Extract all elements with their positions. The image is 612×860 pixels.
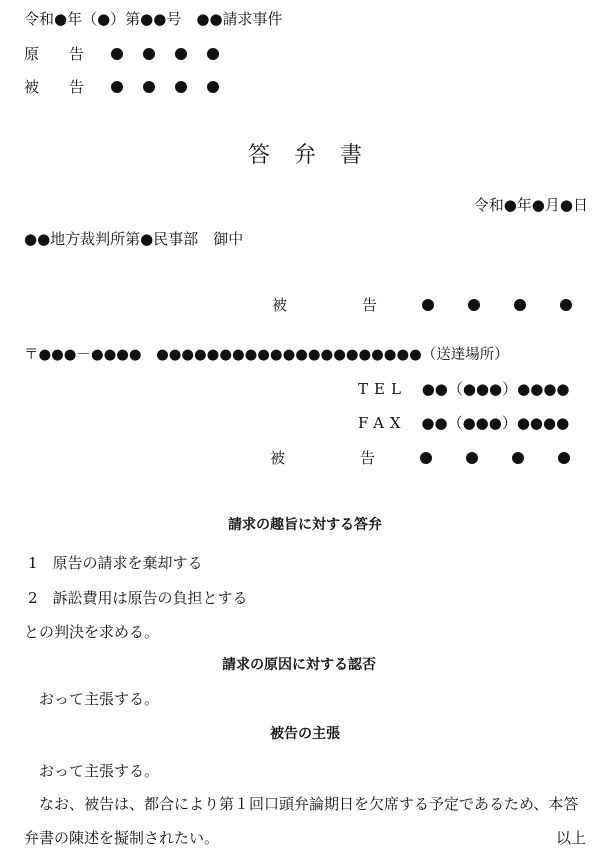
tel-line: [358, 382, 570, 397]
case-number: 令和●年（●）第●●号 ●●請求事件: [24, 10, 283, 28]
plaintiff-line: [24, 47, 239, 62]
plaintiff-name-redacted: [111, 45, 239, 63]
defendant-block-name-redacted-2: [420, 449, 604, 467]
claim-heading: 被告の主張: [270, 726, 340, 742]
end-mark: 以上: [556, 829, 587, 847]
cause-text: おって主張する。: [24, 690, 160, 708]
demand-conclusion: との判決を求める。: [24, 623, 160, 641]
claim-text-1: おって主張する。: [24, 762, 160, 780]
fax-number: ●●（●●●）●●●●: [421, 414, 570, 432]
fax-line: [358, 416, 569, 431]
tel-label: TEL: [358, 380, 407, 398]
document-title: 答弁書: [248, 143, 387, 168]
cause-heading: 請求の原因に対する認否: [222, 657, 376, 673]
demand-item-1: 1 原告の請求を棄却する: [28, 554, 203, 572]
court-address: ●●地方裁判所第●民事部 御中: [24, 230, 244, 248]
defendant-block-name-redacted: [422, 296, 606, 314]
demand-heading: 請求の趣旨に対する答弁: [228, 517, 382, 533]
defendant-block-label-2: 被 告: [270, 449, 376, 467]
defendant-name-redacted: [111, 78, 239, 96]
document-date: 令和●年●月●日: [473, 196, 588, 214]
defendant-label: 被 告: [24, 78, 85, 96]
defendant-block-line2: [270, 451, 604, 466]
claim-text-2: なお、被告は、都合により第１回口頭弁論期日を欠席する予定であるため、本答: [24, 795, 579, 813]
defendant-block-line1: [272, 298, 606, 313]
service-address: 〒●●●－●●●● ●●●●●●●●●●●●●●●●●●●●●（送達場所）: [24, 347, 509, 363]
fax-label: FAX: [358, 414, 407, 432]
plaintiff-label: 原 告: [24, 45, 85, 63]
defendant-line: [24, 80, 239, 95]
tel-number: ●●（●●●）●●●●: [421, 380, 570, 398]
demand-item-2: 2 訴訟費用は原告の負担とする: [28, 589, 248, 607]
claim-text-3: 弁書の陳述を擬制されたい。: [24, 829, 220, 847]
defendant-block-label: 被 告: [272, 296, 378, 314]
